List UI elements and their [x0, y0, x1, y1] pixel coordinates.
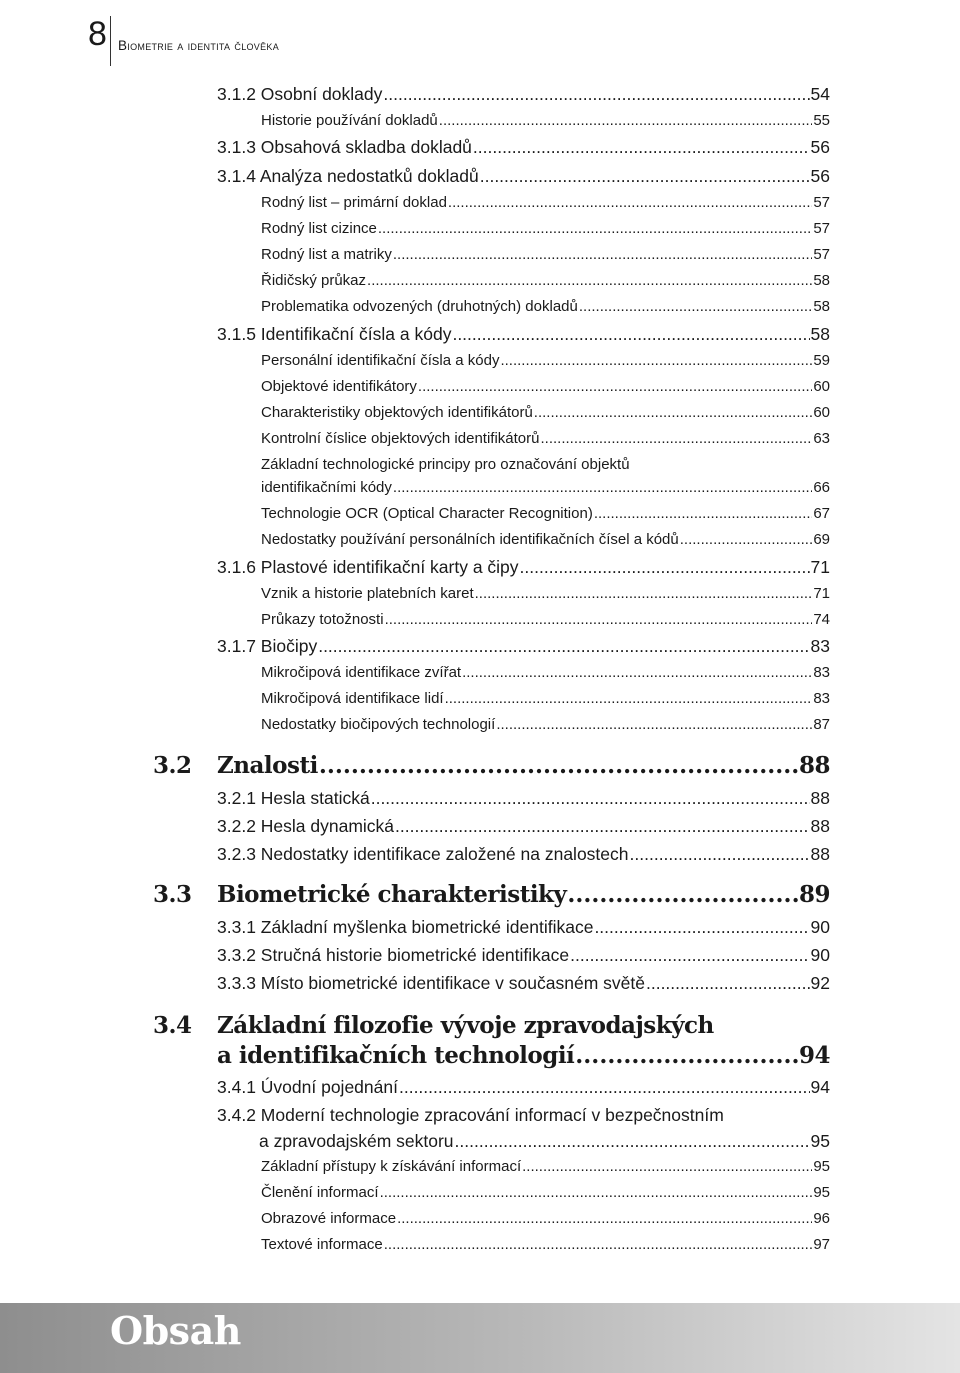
section-number: 3.2: [153, 752, 192, 779]
toc-entry[interactable]: 3.1.6 Plastové identifikační karty a čipy ..... 71: [217, 557, 830, 578]
running-title: Biometrie a identita člověka: [118, 38, 280, 53]
toc-page: 89: [798, 881, 830, 908]
header-divider: [110, 16, 111, 66]
toc-page: 83: [813, 664, 830, 681]
toc-entry[interactable]: 3.3.2 Stručná historie biometrické identifikace ..... 90: [217, 945, 830, 966]
toc-entry[interactable]: Kontrolní číslice objektových identifikátorů ..... 63: [261, 430, 830, 447]
toc-entry[interactable]: 3.1.4 Analýza nedostatků dokladů ..... 56: [217, 166, 830, 187]
toc-page: 88: [810, 816, 830, 836]
toc-entry[interactable]: 3.3.1 Základní myšlenka biometrické identifikace ..... 90: [217, 917, 830, 938]
toc-page: 57: [813, 220, 830, 237]
toc-entry[interactable]: a zpravodajském sektoru ..... 95: [259, 1131, 830, 1152]
toc-entry[interactable]: 3.2.2 Hesla dynamická ..... 88: [217, 816, 830, 837]
toc-entry[interactable]: Obrazové informace ..... 96: [261, 1210, 830, 1227]
toc-entry[interactable]: Charakteristiky objektových identifikátorů ..... 60: [261, 404, 830, 421]
toc-entry[interactable]: Problematika odvozených (druhotných) dokladů ..... 58: [261, 298, 830, 315]
toc-page: 66: [813, 479, 830, 496]
toc-entry[interactable]: 3.3.3 Místo biometrické identifikace v současném světě ..... 92: [217, 973, 830, 994]
toc-page: 60: [813, 378, 830, 395]
toc-entry[interactable]: 3.2.3 Nedostatky identifikace založené na znalostech ..... 88: [217, 844, 830, 865]
toc-page: 71: [810, 557, 830, 577]
toc-page: 63: [813, 430, 830, 447]
toc-page: 92: [810, 973, 830, 993]
toc-page: 60: [813, 404, 830, 421]
toc-entry[interactable]: 3.2.1 Hesla statická ..... 88: [217, 788, 830, 809]
toc-page: 90: [810, 945, 830, 965]
toc-page: 95: [810, 1131, 830, 1151]
toc-entry[interactable]: Objektové identifikátory ..... 60: [261, 378, 830, 395]
toc-page: 56: [810, 137, 830, 157]
toc-entry[interactable]: Textové informace ..... 97: [261, 1236, 830, 1253]
toc-page: 95: [813, 1184, 830, 1201]
toc-entry[interactable]: Základní přístupy k získávání informací ..... 95: [261, 1158, 830, 1175]
toc-page: 55: [813, 112, 830, 129]
toc-page: 88: [810, 844, 830, 864]
toc-entry[interactable]: 3.4.1 Úvodní pojednání ..... 94: [217, 1077, 830, 1098]
toc-entry[interactable]: 3.1.5 Identifikační čísla a kódy ..... 58: [217, 324, 830, 345]
toc-page: 57: [813, 194, 830, 211]
toc-entry[interactable]: Personální identifikační čísla a kódy ..... 59: [261, 352, 830, 369]
footer-section-label: Obsah: [110, 1308, 241, 1353]
toc-section-heading[interactable]: a identifikačních technologií ..... 94: [217, 1042, 830, 1069]
toc-entry[interactable]: Průkazy totožnosti ..... 74: [261, 611, 830, 628]
section-number: 3.4: [153, 1012, 192, 1039]
toc-page: 90: [810, 917, 830, 937]
toc-entry[interactable]: Historie používání dokladů ..... 55: [261, 112, 830, 129]
toc-page: 69: [813, 531, 830, 548]
toc-entry[interactable]: Rodný list – primární doklad ..... 57: [261, 194, 830, 211]
toc-section-heading[interactable]: 3.3 Biometrické charakteristiky ..... 89: [153, 881, 830, 908]
toc-page: 94: [798, 1042, 830, 1069]
toc-entry[interactable]: Nedostatky používání personálních identifikačních čísel a kódů ..... 69: [261, 531, 830, 548]
toc-entry[interactable]: Rodný list cizince ..... 57: [261, 220, 830, 237]
toc-entry[interactable]: identifikačními kódy ..... 66: [261, 479, 830, 496]
toc-page: 95: [813, 1158, 830, 1175]
toc-page: 71: [813, 585, 830, 602]
toc-entry-line: Základní technologické principy pro označování objektů: [261, 456, 630, 473]
toc-page: 58: [810, 324, 830, 344]
toc-entry[interactable]: 3.1.7 Biočipy ..... 83: [217, 636, 830, 657]
toc-entry[interactable]: Nedostatky biočipových technologií ..... 87: [261, 716, 830, 733]
toc-page: 56: [810, 166, 830, 186]
toc-page: 94: [810, 1077, 830, 1097]
toc-section-heading-line: 3.4 Základní filozofie vývoje zpravodajských: [153, 1012, 714, 1039]
toc-page: 57: [813, 246, 830, 263]
toc-page: 88: [810, 788, 830, 808]
toc-page: 83: [813, 690, 830, 707]
toc-page: 58: [813, 272, 830, 289]
toc-entry-line: 3.4.2 Moderní technologie zpracování informací v bezpečnostním: [217, 1105, 724, 1125]
toc-entry[interactable]: Členění informací ..... 95: [261, 1184, 830, 1201]
toc-page: 96: [813, 1210, 830, 1227]
toc-page: 83: [810, 636, 830, 656]
toc-page: 97: [813, 1236, 830, 1253]
page-number: 8: [88, 15, 106, 53]
toc-entry[interactable]: Řidičský průkaz ..... 58: [261, 272, 830, 289]
toc-entry[interactable]: 3.1.3 Obsahová skladba dokladů ..... 56: [217, 137, 830, 158]
toc-page: 87: [813, 716, 830, 733]
toc-page: 54: [810, 84, 830, 104]
toc-entry[interactable]: Mikročipová identifikace zvířat ..... 83: [261, 664, 830, 681]
toc-entry[interactable]: Mikročipová identifikace lidí ..... 83: [261, 690, 830, 707]
toc-page: 58: [813, 298, 830, 315]
toc-page: 74: [813, 611, 830, 628]
section-number: 3.3: [153, 881, 192, 908]
toc-page: 59: [813, 352, 830, 369]
toc-entry[interactable]: Vznik a historie platebních karet ..... 71: [261, 585, 830, 602]
toc-entry[interactable]: Technologie OCR (Optical Character Recognition) ..... 67: [261, 505, 830, 522]
toc-page: 67: [813, 505, 830, 522]
toc-page: 88: [798, 752, 830, 779]
toc-entry[interactable]: Rodný list a matriky ..... 57: [261, 246, 830, 263]
toc-entry[interactable]: 3.1.2 Osobní doklady ..... 54: [217, 84, 830, 105]
toc-section-heading[interactable]: 3.2 Znalosti ..... 88: [153, 752, 830, 779]
